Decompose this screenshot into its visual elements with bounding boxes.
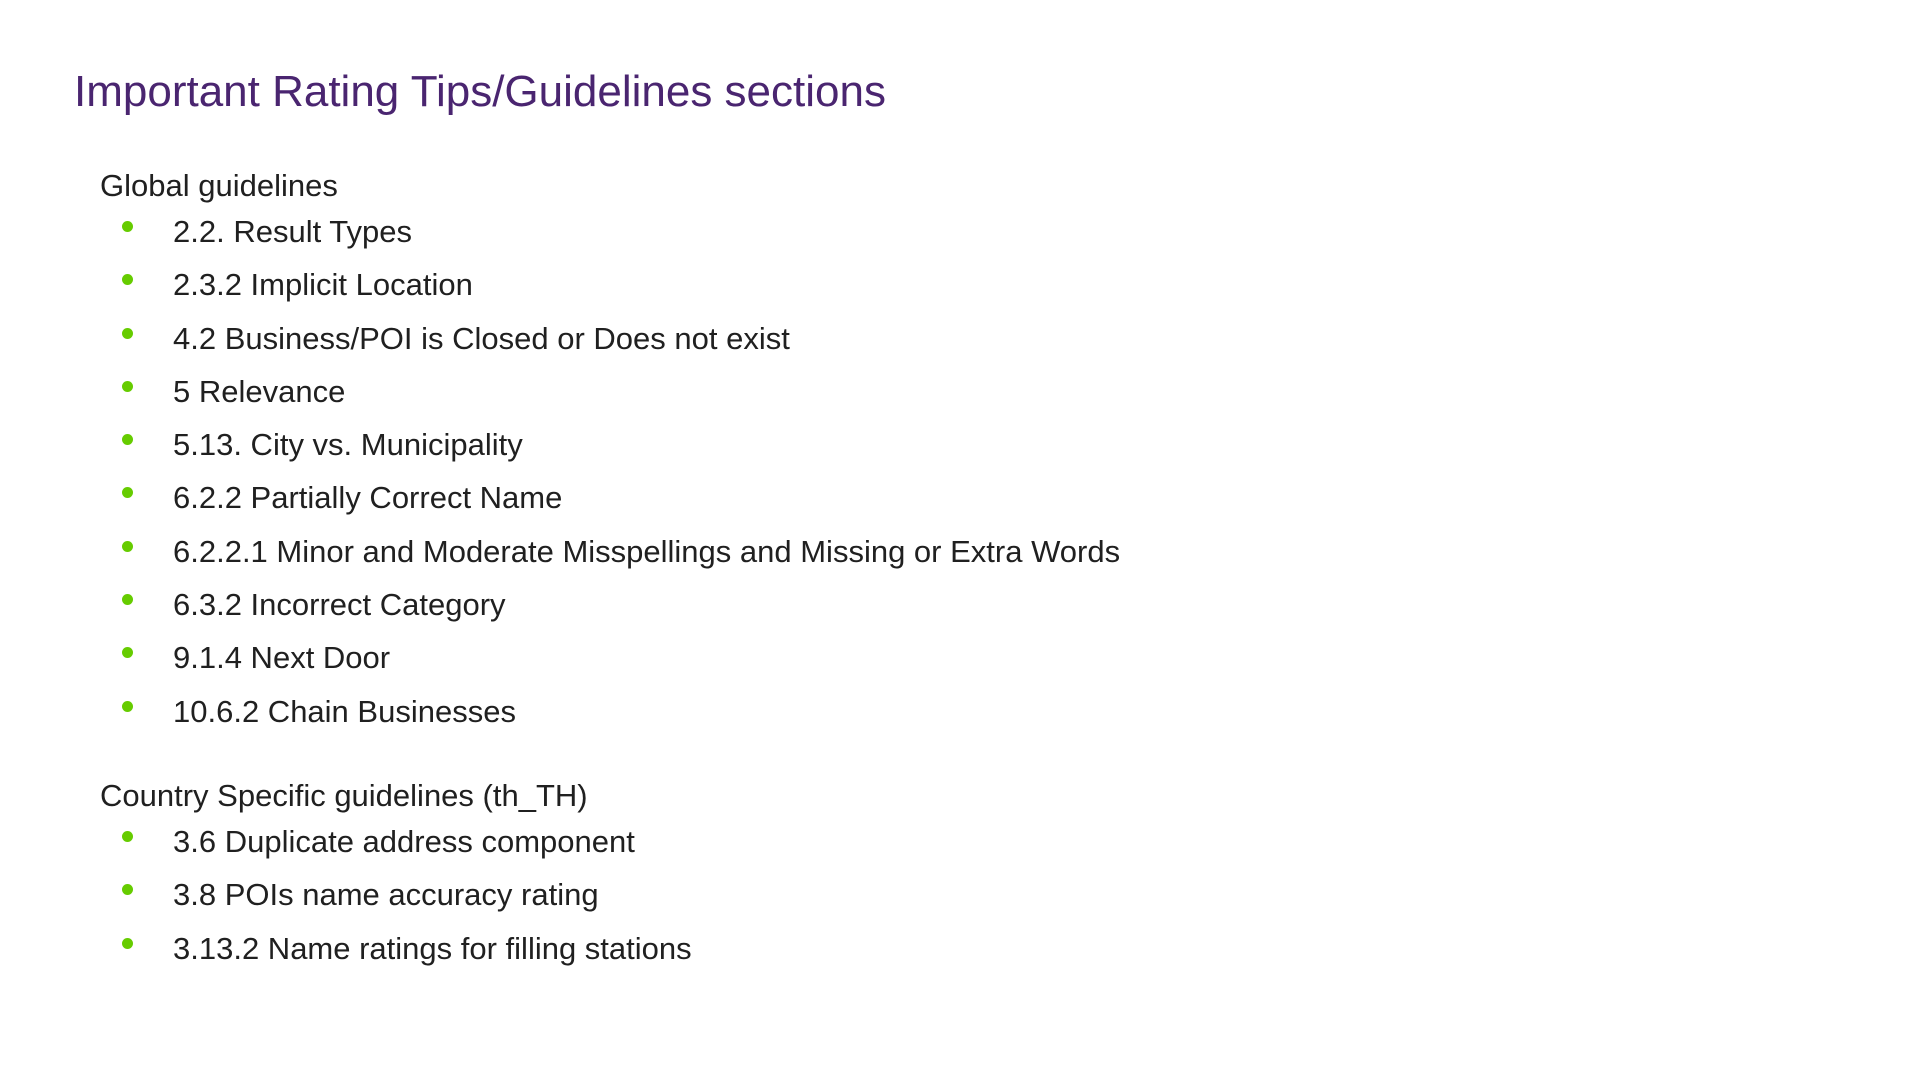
bullet-dot-icon [122,831,133,842]
list-item-label: 3.8 POIs name accuracy rating [173,877,599,913]
list-item-label: 3.13.2 Name ratings for filling stations [173,930,692,966]
bullet-dot-icon [122,381,133,392]
list-item [100,579,1700,632]
list-item [100,259,1700,312]
list-item-label: 2.2. Result Types [173,214,412,249]
list-item-label: 6.2.2.1 Minor and Moderate Misspellings and Missing or Extra Words [173,533,1121,569]
bullet-dot-icon [122,274,133,285]
country-guidelines-heading: Country Specific guidelines (th_TH) [100,778,588,813]
bullet-dot-icon [122,487,133,498]
list-item [100,472,1700,525]
country-guidelines-section [100,776,1700,976]
slide-title: Important Rating Tips/Guidelines sections [74,67,886,116]
list-item-label: 9.1.4 Next Door [173,640,391,676]
list-item-label: 10.6.2 Chain Businesses [173,693,516,729]
list-item-label: 3.6 Duplicate address component [173,824,635,859]
list-item-label: 5 Relevance [173,373,346,409]
list-item-label: 5.13. City vs. Municipality [173,427,523,463]
country-guidelines-list [100,816,1700,976]
global-guidelines-section [100,166,1700,739]
list-item-label: 6.3.2 Incorrect Category [173,587,506,623]
bullet-dot-icon [122,221,133,232]
list-item [100,686,1700,739]
global-guidelines-heading: Global guidelines [100,168,338,203]
global-guidelines-list [100,206,1700,739]
list-item [100,869,1700,922]
bullet-dot-icon [122,328,133,339]
list-item-label: 2.3.2 Implicit Location [173,267,473,303]
bullet-dot-icon [122,647,133,658]
list-item [100,419,1700,472]
list-item-label: 4.2 Business/POI is Closed or Does not exist [173,320,790,356]
list-item [100,923,1700,976]
list-item [100,366,1700,419]
list-item [100,206,1700,259]
list-item [100,632,1700,685]
bullet-dot-icon [122,938,133,949]
list-item-label: 6.2.2 Partially Correct Name [173,480,563,516]
bullet-dot-icon [122,434,133,445]
bullet-dot-icon [122,701,133,712]
bullet-dot-icon [122,541,133,552]
list-item [100,313,1700,366]
list-item [100,526,1700,579]
bullet-dot-icon [122,884,133,895]
bullet-dot-icon [122,594,133,605]
list-item [100,816,1700,869]
